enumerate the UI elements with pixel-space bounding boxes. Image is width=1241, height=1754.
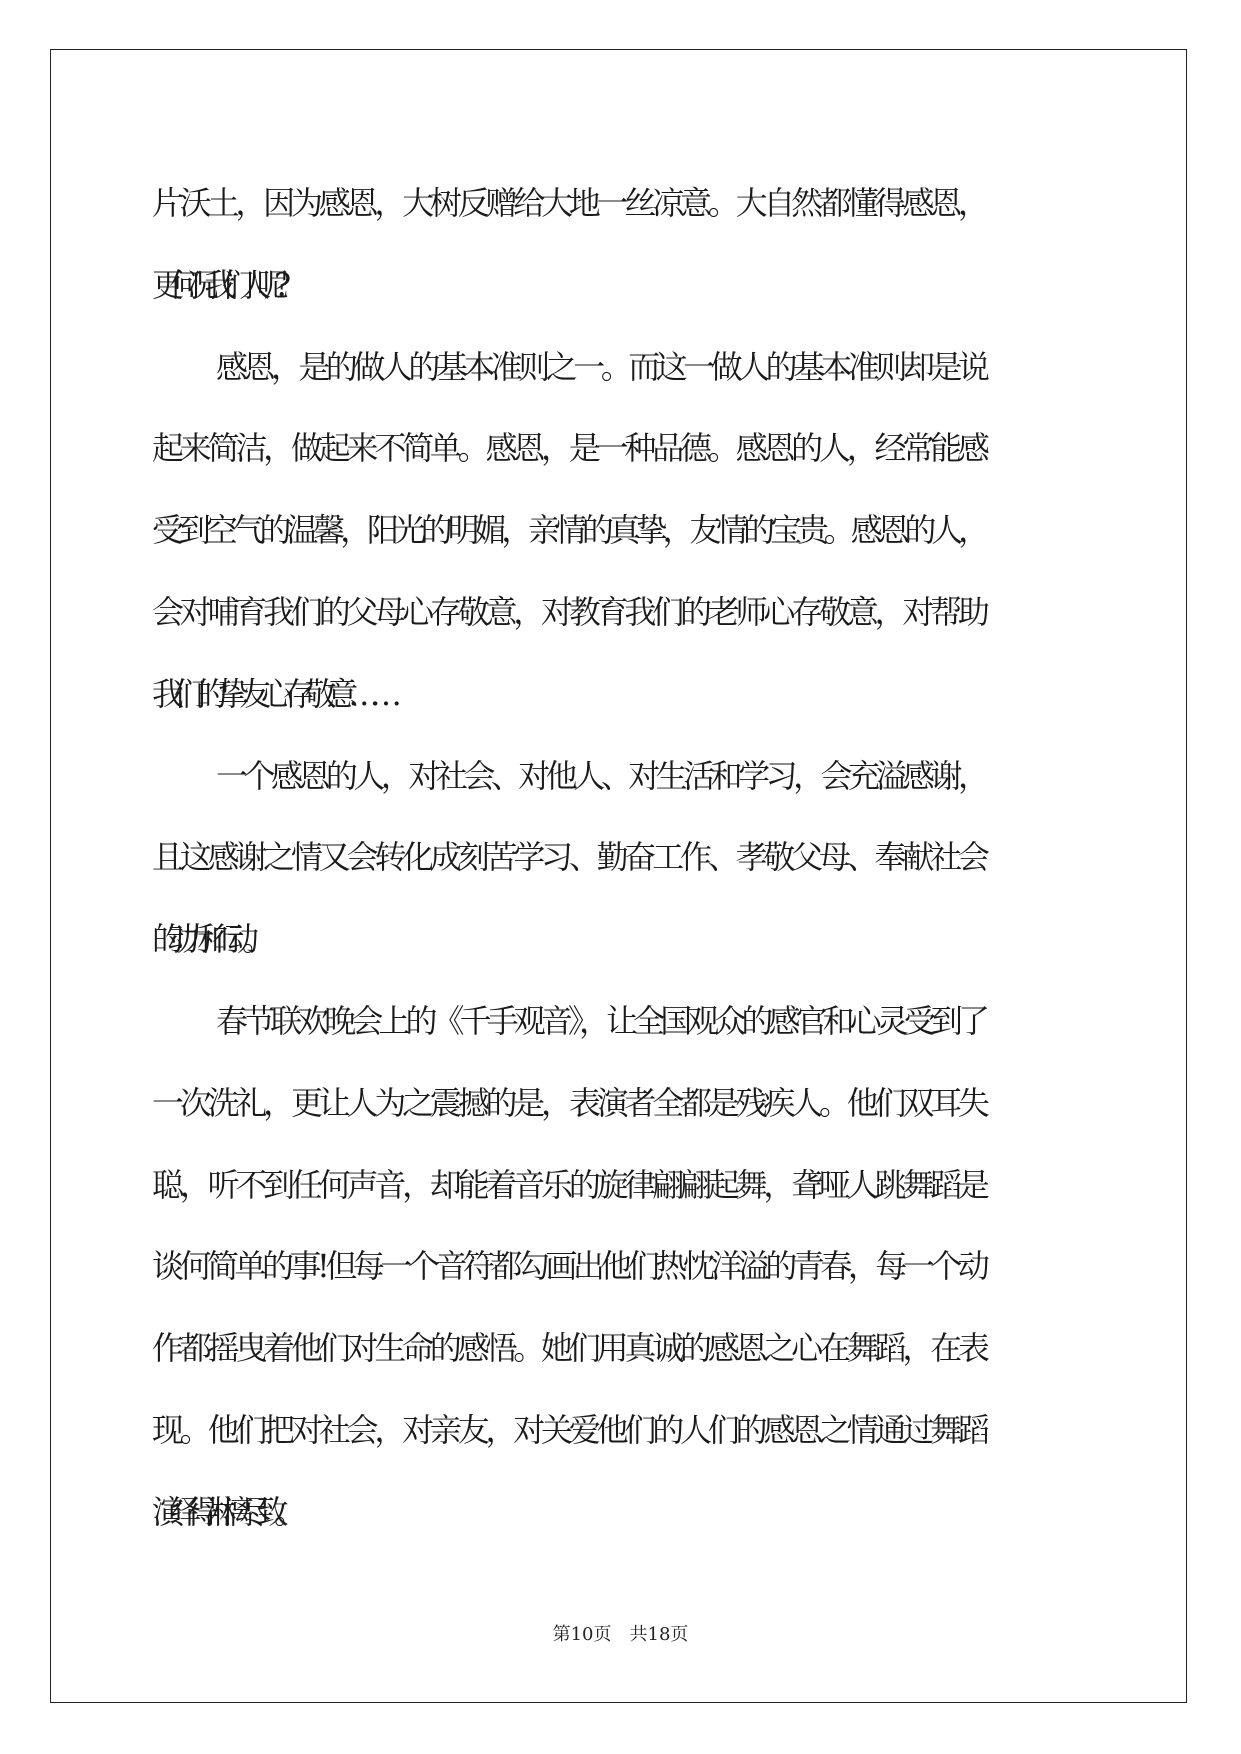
text-line: 的动力和行动。	[152, 920, 258, 959]
text-line: 谈何简单的事!但每一个音符都勾画出他们热忱洋溢的青春，每一个动	[152, 1247, 986, 1286]
text-line: 一次洗礼，更让人为之震撼的是，表演者全都是残疾人。他们双耳失	[152, 1083, 986, 1122]
text-line: 受到空气的温馨，阳光的明媚，亲情的真挚，友情的宝贵。感恩的人，	[152, 511, 985, 550]
text-line: 片沃土，因为感恩，大树反赠给大地一丝凉意。大自然都懂得感恩，	[152, 184, 986, 222]
text-line: 起来简洁，做起来不简单。感恩，是一种品德。感恩的人，经常能感	[152, 429, 986, 468]
text-line: 更何况我们人呢?	[152, 265, 277, 304]
text-line: 春节联欢晚会上的《千手观音》，让全国观众的感官和心灵受到了	[216, 1001, 986, 1040]
paragraph-4	[152, 981, 1092, 1554]
text-line: 一个感恩的人，对社会、对他人、对生活和学习，会充溢感谢，	[216, 756, 986, 795]
text-line: 感恩，是的做人的基本准则之一。而这一做人的基本准则却是说	[216, 347, 986, 386]
text-line: 演绎得淋漓尽致。	[152, 1492, 292, 1531]
paragraph-2	[152, 327, 1092, 736]
paragraph-3	[152, 736, 1092, 981]
page-footer	[0, 1620, 1241, 1646]
page-number: 第10页	[552, 1624, 612, 1645]
text-line: 聪，听不到任何声音，却能着音乐的旋律翩翩起舞，聋哑人跳舞蹈是	[152, 1165, 986, 1204]
total-pages: 共18页	[629, 1624, 689, 1645]
text-line: 作都摇曳着他们对生命的感悟。她们用真诚的感恩之心在舞蹈，在表	[152, 1329, 986, 1368]
text-line: 我们的挚友心存敬意……	[152, 674, 392, 713]
text-line: 会对哺育我们的父母心存敬意，对教育我们的老师心存敬意，对帮助	[152, 592, 986, 631]
text-line: 现。他们把对社会，对亲友，对关爱他们的人们的感恩之情通过舞蹈	[152, 1410, 986, 1449]
paragraph-1	[152, 163, 1092, 327]
text-line: 且这感谢之情又会转化成刻苦学习、勤奋工作、孝敬父母、奉献社会	[152, 838, 986, 877]
document-body	[152, 163, 1092, 1554]
